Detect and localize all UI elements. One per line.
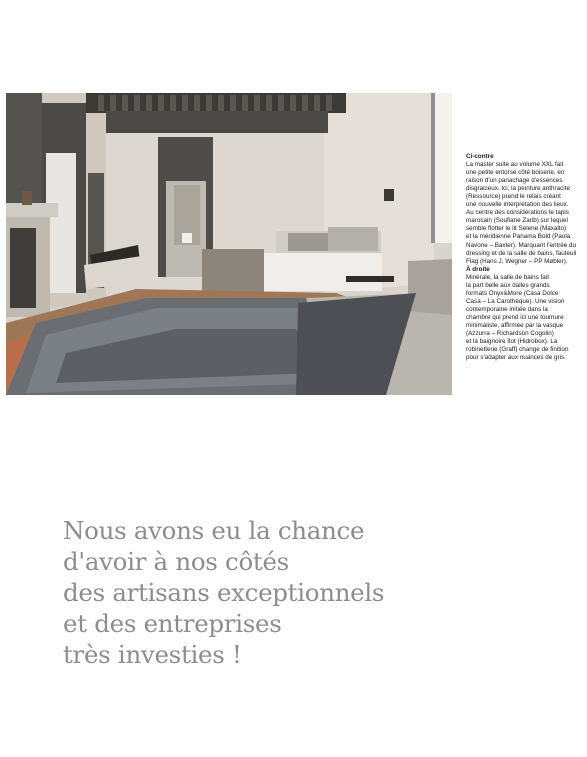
- pull-quote: [63, 515, 483, 670]
- pull-quote-line: Nous avons eu la chance: [63, 516, 365, 545]
- caption-line: une petite entorse côté boiserie, en: [466, 169, 565, 177]
- caption-line: Navone – Baxter). Marquant l'entrée du: [466, 241, 577, 249]
- caption-line: disgracieux. Ici, la peinture anthracite: [466, 185, 570, 193]
- caption-line: et la baignoire îlot (Hidrobox). La: [466, 338, 558, 346]
- caption-line: (Ressource) prend le relais créant: [466, 193, 561, 201]
- pull-quote-line: des artisans exceptionnels: [63, 578, 385, 607]
- caption-line: contemporaine initiée dans la: [466, 305, 548, 313]
- caption-line: et la méridienne Panama Bold (Paola: [466, 233, 571, 241]
- pull-quote-line: d'avoir à nos côtés: [63, 547, 289, 576]
- caption-line: Flag (Hans J. Wegner – PP Møbler).: [466, 257, 568, 265]
- pull-quote-line: et des entreprises: [63, 609, 282, 638]
- photo-caption: [466, 153, 582, 362]
- caption-heading-right: À droite: [466, 265, 490, 273]
- caption-line: la part belle aux dalles grands: [466, 281, 550, 289]
- caption-paragraph-right: [466, 274, 582, 363]
- caption-line: formats Onyx&More (Casa Dolce: [466, 289, 559, 297]
- caption-line: pour s'adapter aux nuances de gris.: [466, 354, 566, 362]
- bedroom-photo: [6, 93, 452, 395]
- caption-paragraph-left: [466, 161, 582, 266]
- caption-line: chambre qui prend ici une tournure: [466, 313, 564, 321]
- pull-quote-line: très investies !: [63, 640, 242, 669]
- caption-line: minimaliste, affirmée par la vasque: [466, 321, 564, 329]
- caption-line: Au centre des considérations le tapis: [466, 209, 569, 217]
- caption-line: marocain (Soufiane Zarib) sur lequel: [466, 217, 568, 225]
- caption-line: Casa – La Carothèque). Une vision: [466, 297, 565, 305]
- caption-line: raison d'un panachage d'essences: [466, 177, 563, 185]
- caption-line: une nouvelle interprétation des lieux.: [466, 201, 569, 209]
- caption-line: dressing et de la salle de bains, fauteuil: [466, 249, 577, 257]
- caption-line: semble flotter le lit Selene (Maxalto): [466, 225, 567, 233]
- caption-line: (Azzurra – Richardson Cogolin): [466, 330, 554, 338]
- caption-line: Minérale, la salle de bains fait: [466, 273, 549, 281]
- caption-line: La master suite au volume XXL fait: [466, 161, 564, 169]
- caption-heading-left: Ci-contre: [466, 153, 494, 160]
- caption-line: robinetterie (Graff) change de finition: [466, 346, 569, 354]
